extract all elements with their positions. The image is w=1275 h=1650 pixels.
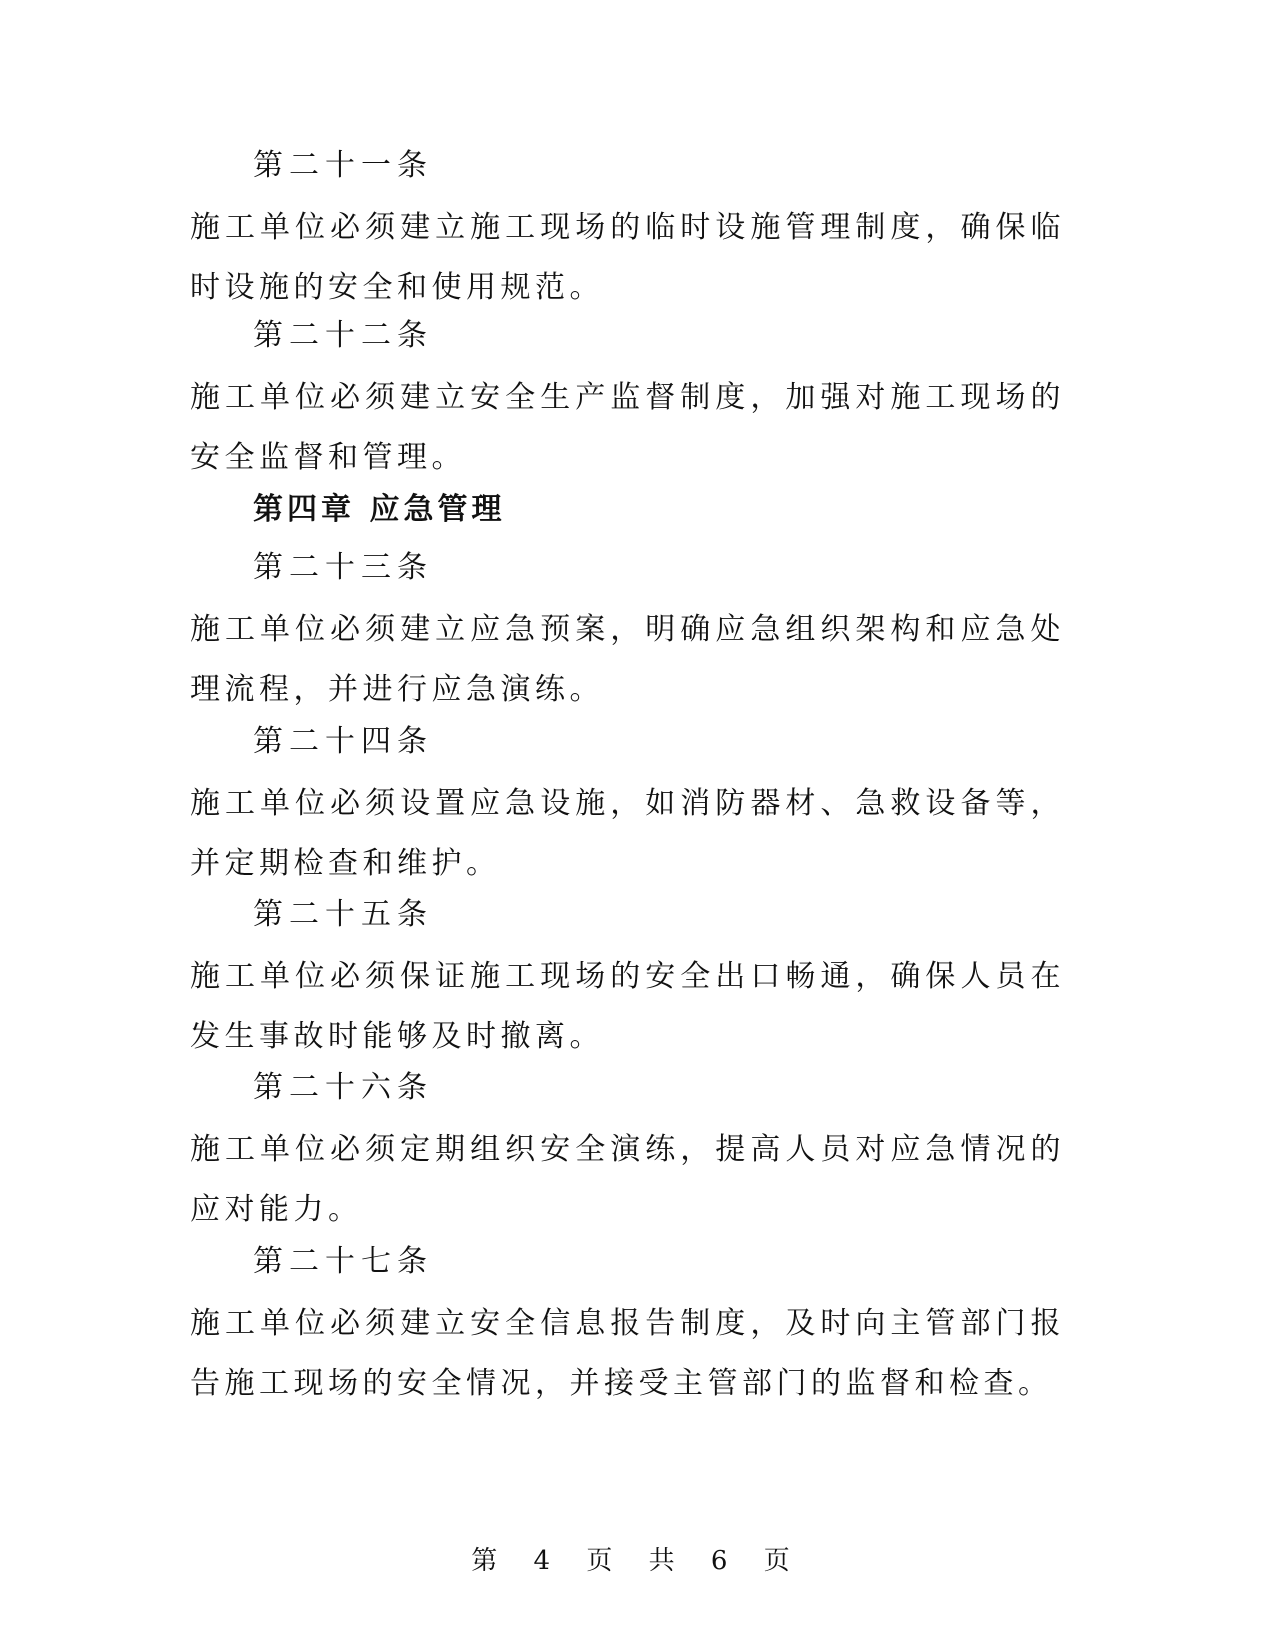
- article-body: 施工单位必须建立安全信息报告制度，及时向主管部门报告施工现场的安全情况，并接受主管部门的监督和检查。: [190, 1306, 1065, 1401]
- article-title: 第二十四条: [253, 724, 433, 759]
- article-title: 第二十二条: [253, 318, 433, 353]
- article-title: 第二十六条: [253, 1070, 433, 1105]
- chapter-title: 第四章 应急管理: [253, 492, 506, 527]
- article-body: 施工单位必须设置应急设施，如消防器材、急救设备等，并定期检查和维护。: [190, 786, 1065, 881]
- article-title: 第二十七条: [253, 1244, 433, 1279]
- article-body: 施工单位必须定期组织安全演练，提高人员对应急情况的应对能力。: [190, 1132, 1065, 1227]
- article-body: 施工单位必须保证施工现场的安全出口畅通，确保人员在发生事故时能够及时撤离。: [190, 959, 1065, 1054]
- article-22: [190, 316, 1065, 488]
- page-number-footer: 第 4 页 共 6 页: [471, 1546, 804, 1576]
- article-body: 施工单位必须建立施工现场的临时设施管理制度，确保临时设施的安全和使用规范。: [190, 210, 1065, 305]
- article-title: 第二十五条: [253, 897, 433, 932]
- chapter-heading: [190, 490, 1065, 530]
- article-21: [190, 146, 1065, 318]
- article-body: 施工单位必须建立应急预案，明确应急组织架构和应急处理流程，并进行应急演练。: [190, 612, 1065, 707]
- article-23: [190, 548, 1065, 720]
- article-title: 第二十三条: [253, 550, 433, 585]
- article-title: 第二十一条: [253, 148, 433, 183]
- article-27: [190, 1242, 1065, 1414]
- article-24: [190, 722, 1065, 894]
- article-25: [190, 895, 1065, 1067]
- article-body: 施工单位必须建立安全生产监督制度，加强对施工现场的安全监督和管理。: [190, 380, 1065, 475]
- article-26: [190, 1068, 1065, 1240]
